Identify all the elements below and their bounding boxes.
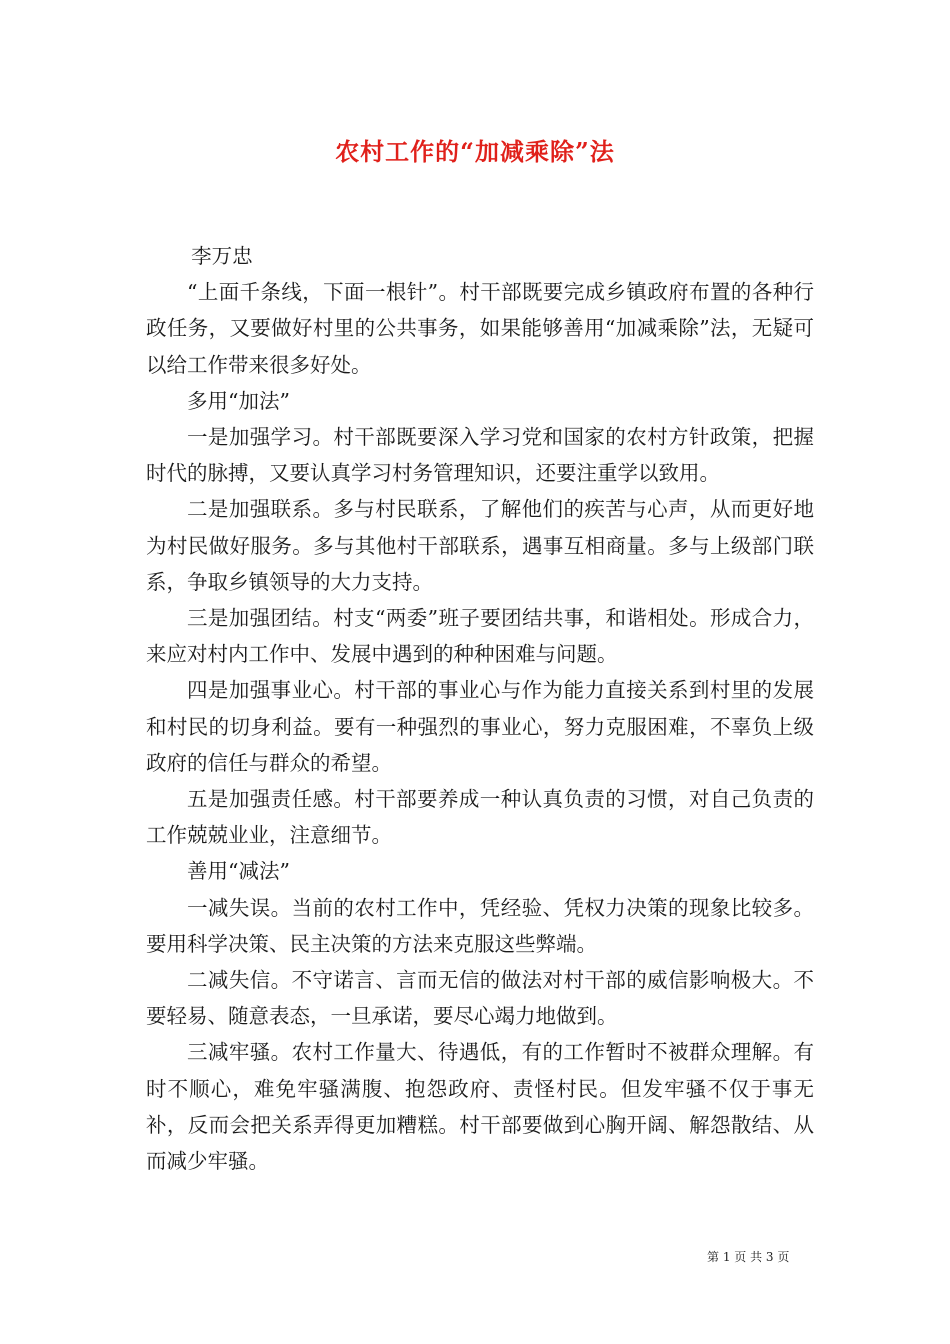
paragraph-addition-3: 三是加强团结。村支“两委”班子要团结共事，和谐相处。形成合力，来应对村内工作中、发展中遇到的种种困难与问题。 bbox=[146, 606, 814, 667]
section-heading-subtraction: 善用“减法” bbox=[187, 859, 290, 884]
paragraph-addition-2: 二是加强联系。多与村民联系，了解他们的疾苦与心声，从而更好地为村民做好服务。多与其他村干部联系，遇事互相商量。多与上级部门联系，争取乡镇领导的大力支持。 bbox=[146, 497, 814, 594]
paragraph-subtraction-3: 三减牢骚。农村工作量大、待遇低，有的工作暂时不被群众理解。有时不顺心，难免牢骚满腹、抱怨政府、责怪村民。但发牢骚不仅于事无补，反而会把关系弄得更加糟糕。村干部要做到心胸开阔、解怨散结、从而减少牢骚。 bbox=[146, 1040, 814, 1174]
author-name: 李万忠 bbox=[191, 244, 253, 268]
paragraph-addition-5: 五是加强责任感。村干部要养成一种认真负责的习惯，对自己负责的工作兢兢业业，注意细节。 bbox=[146, 787, 814, 848]
document-title: 农村工作的“加减乘除”法 bbox=[335, 137, 615, 166]
paragraph-subtraction-1: 一减失误。当前的农村工作中，凭经验、凭权力决策的现象比较多。要用科学决策、民主决策的方法来克服这些弊端。 bbox=[146, 895, 814, 956]
paragraph-addition-4: 四是加强事业心。村干部的事业心与作为能力直接关系到村里的发展和村民的切身利益。要有一种强烈的事业心，努力克服困难，不辜负上级政府的信任与群众的希望。 bbox=[146, 678, 814, 775]
page-number: 第 1 页 共 3 页 bbox=[707, 1250, 790, 1264]
paragraph-addition-1: 一是加强学习。村干部既要深入学习党和国家的农村方针政策，把握时代的脉搏，又要认真学习村务管理知识，还要注重学以致用。 bbox=[146, 425, 814, 486]
section-heading-addition: 多用“加法” bbox=[187, 388, 290, 413]
paragraph-subtraction-2: 二减失信。不守诺言、言而无信的做法对村干部的威信影响极大。不要轻易、随意表态，一旦承诺，要尽心竭力地做到。 bbox=[146, 968, 814, 1029]
paragraph-intro: “上面千条线，下面一根针”。村干部既要完成乡镇政府布置的各种行政任务，又要做好村里的公共事务，如果能够善用“加减乘除”法，无疑可以给工作带来很多好处。 bbox=[146, 280, 814, 377]
document-body bbox=[146, 238, 814, 1179]
